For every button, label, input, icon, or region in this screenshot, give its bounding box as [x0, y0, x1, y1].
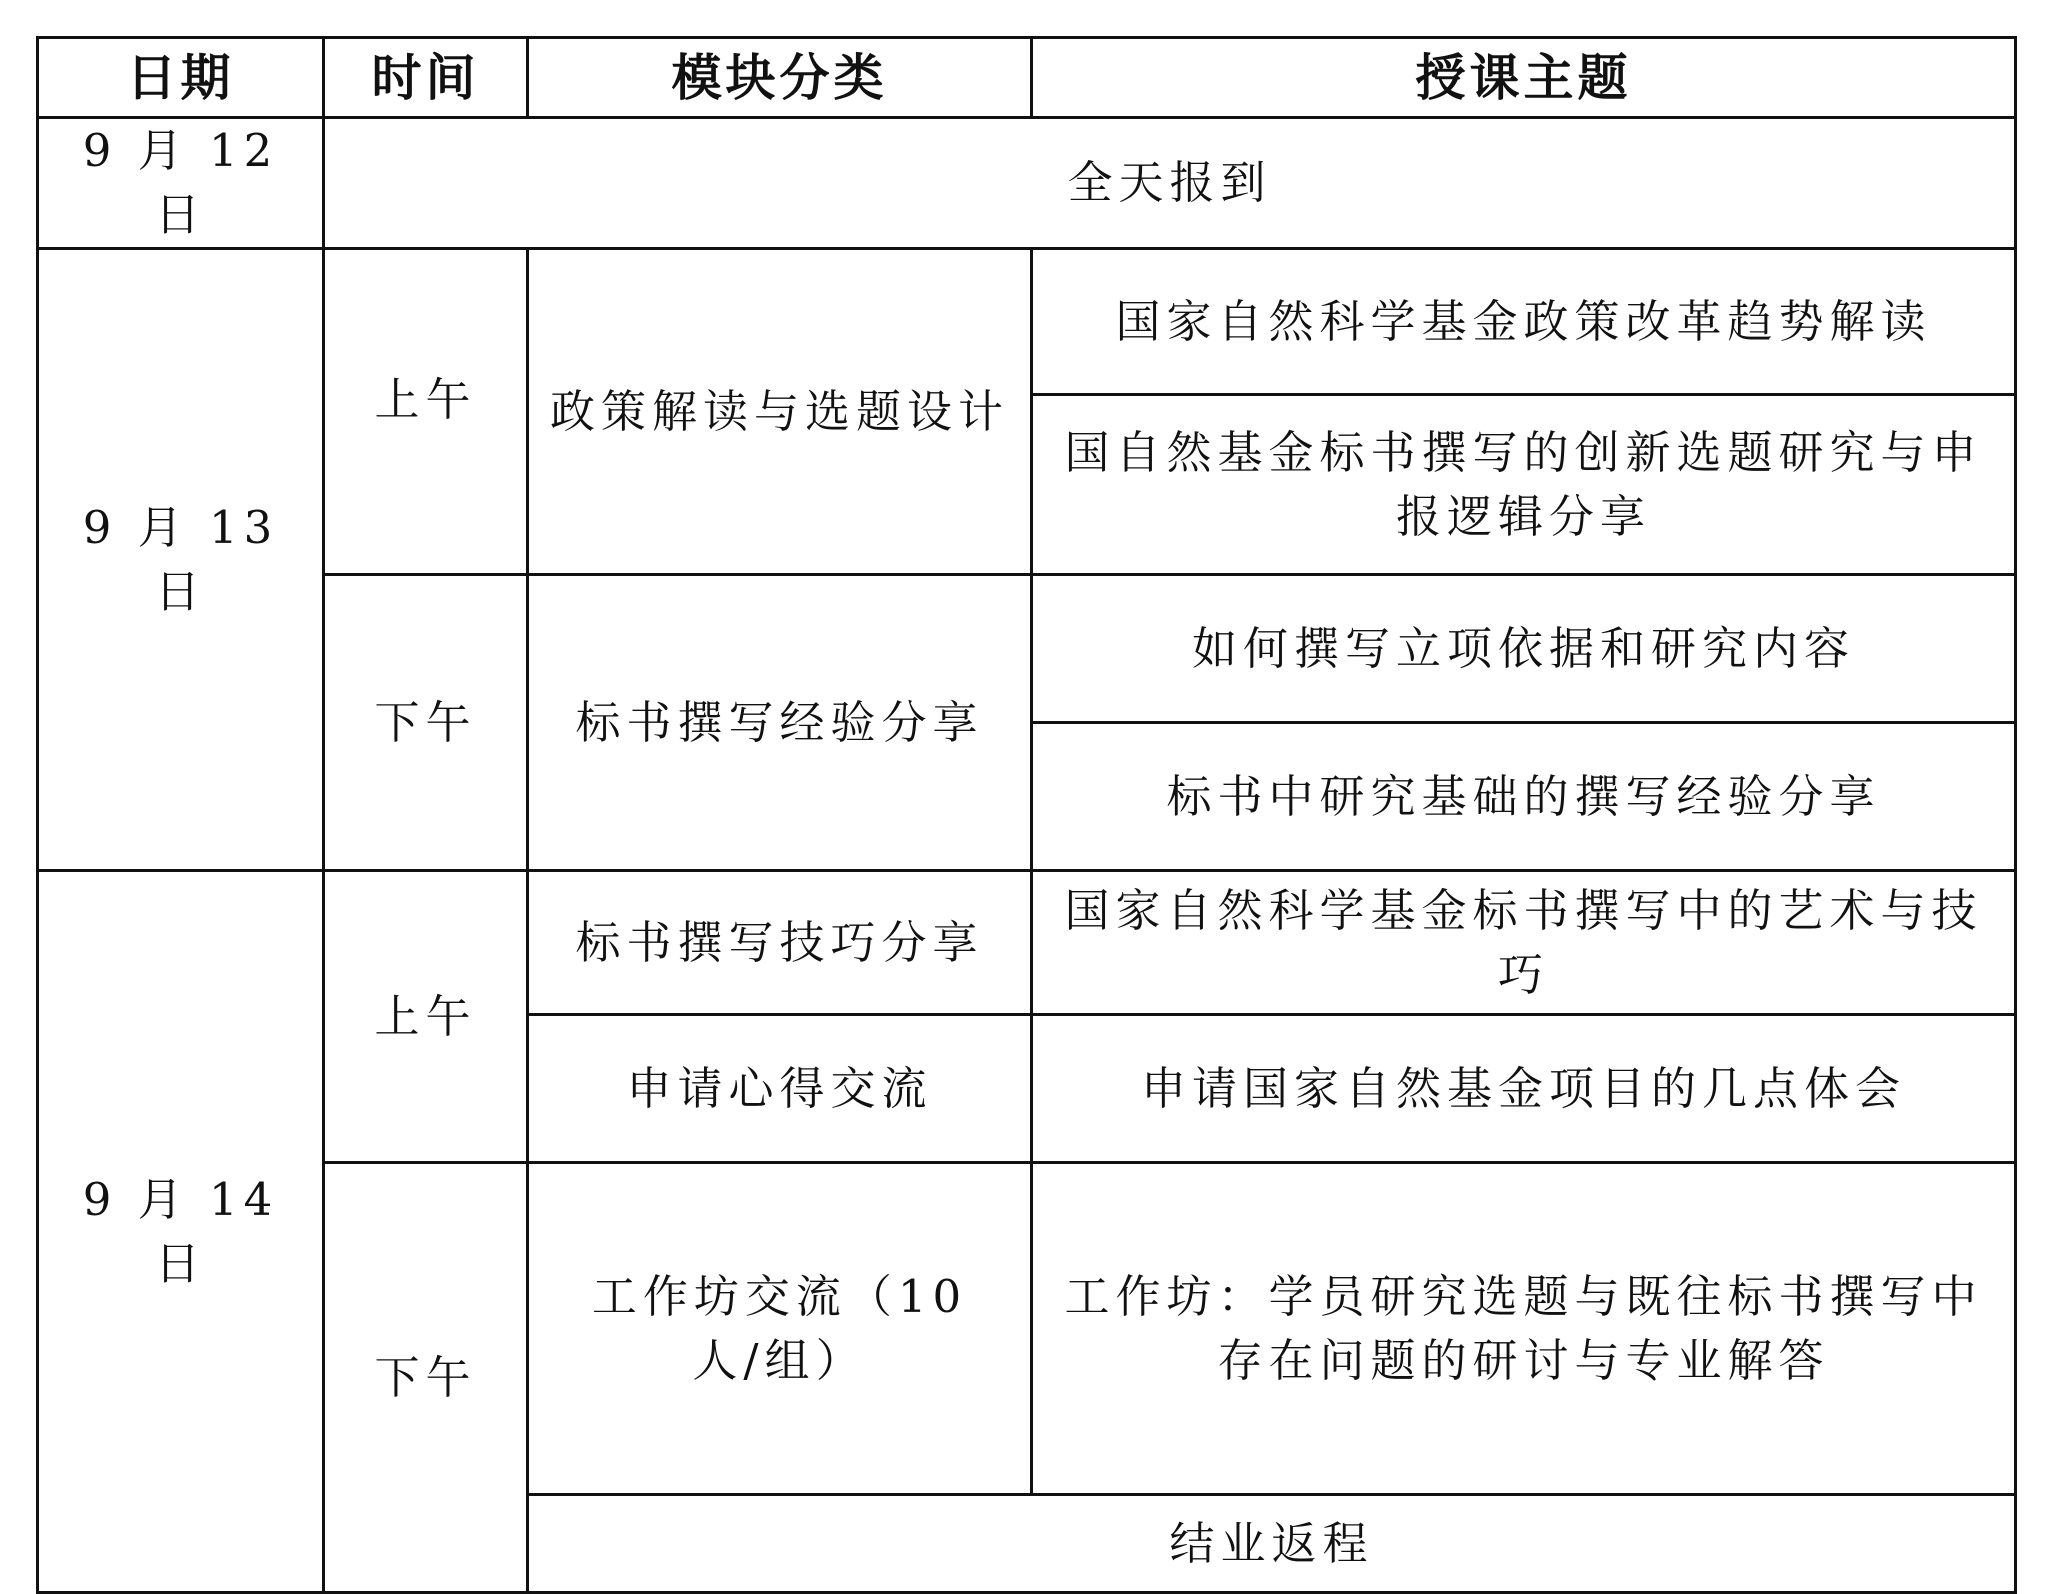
time-cell: [324, 1163, 528, 1593]
module-cell: 标书撰写经验分享: [528, 575, 1032, 871]
module-cell: [528, 249, 1032, 575]
closing-cell: 结业返程: [528, 1495, 2016, 1593]
training-schedule-table: [36, 36, 2017, 1594]
header-topic: 授课主题: [1032, 38, 2016, 118]
topic-cell: 申请国家自然基金项目的几点体会: [1032, 1015, 2016, 1163]
date-cell: 9 月 13 日: [38, 249, 324, 871]
time-label: 下午: [374, 695, 477, 749]
table-row: [38, 249, 2016, 395]
header-row: [38, 38, 2016, 118]
time-cell: [324, 575, 528, 871]
module-label: 政策解读与选题设计: [549, 384, 1009, 438]
registration-cell: 全天报到: [324, 118, 2016, 249]
header-time: 时间: [324, 38, 528, 118]
table-row: [38, 575, 2016, 723]
date-cell: 9 月 14 日: [38, 871, 324, 1593]
table-row: [38, 871, 2016, 1015]
time-cell: [324, 249, 528, 575]
topic-cell: 工作坊：学员研究选题与既往标书撰写中存在问题的研讨与专业解答: [1032, 1163, 2016, 1495]
header-module: 模块分类: [528, 38, 1032, 118]
time-label: 上午: [374, 372, 477, 426]
table-row: [38, 1163, 2016, 1495]
topic-cell: 标书中研究基础的撰写经验分享: [1032, 723, 2016, 871]
topic-cell: 国家自然科学基金标书撰写中的艺术与技巧: [1032, 871, 2016, 1015]
topic-cell: 国家自然科学基金政策改革趋势解读: [1032, 249, 2016, 395]
header-date: 日期: [38, 38, 324, 118]
module-cell: 标书撰写技巧分享: [528, 871, 1032, 1015]
time-cell: [324, 871, 528, 1163]
module-cell: 工作坊交流（10 人/组）: [528, 1163, 1032, 1495]
time-label: 上午: [374, 989, 477, 1043]
module-cell: 申请心得交流: [528, 1015, 1032, 1163]
time-label: 下午: [374, 1350, 477, 1404]
table-row: [38, 118, 2016, 249]
topic-cell: 如何撰写立项依据和研究内容: [1032, 575, 2016, 723]
date-cell: 9 月 12 日: [38, 118, 324, 249]
topic-cell: 国自然基金标书撰写的创新选题研究与申报逻辑分享: [1032, 395, 2016, 575]
